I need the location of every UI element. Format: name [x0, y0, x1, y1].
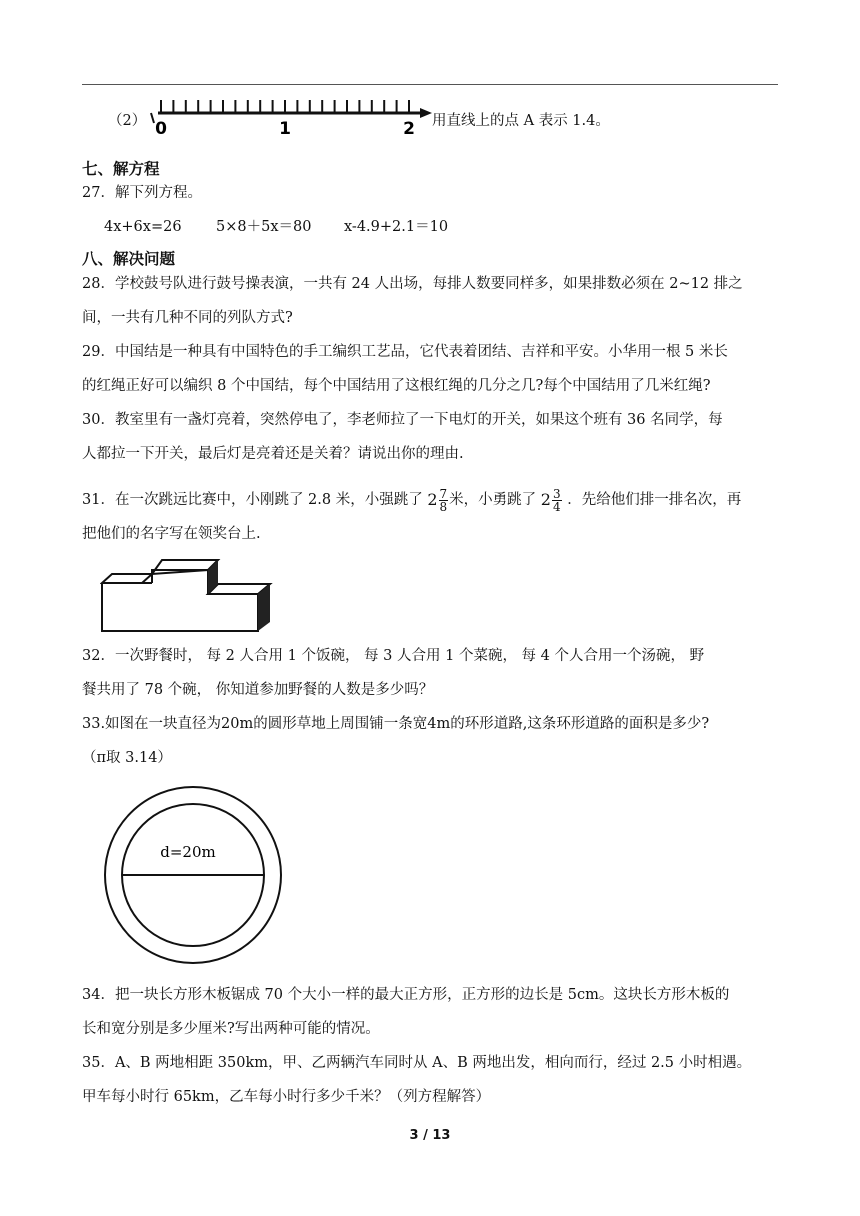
- equation-2: 5×8＋5x＝80: [216, 219, 312, 235]
- q31-frac1: $\frac{7}{8}$: [439, 486, 448, 514]
- q34-line2: 长和宽分别是多少厘米?写出两种可能的情况。: [82, 1021, 380, 1037]
- tick-label-0: 0: [155, 119, 167, 138]
- q31-part3: ．先给他们排一排名次，再: [567, 492, 742, 508]
- q29-line2: 的红绳正好可以编织 8 个中国结，每个中国结用了这根红绳的几分之几?每个中国结用了几米红绳?: [82, 378, 711, 394]
- ring-figure: [100, 783, 290, 968]
- axis-start-mark: [151, 113, 154, 123]
- axis-arrow: [420, 108, 432, 118]
- header-rule: [82, 84, 778, 85]
- q33-line2: （π取 3.14）: [82, 750, 172, 766]
- q26-part2-label: （2）: [108, 113, 147, 129]
- q26-part2-text: 用直线上的点 A 表示 1.4。: [432, 113, 610, 129]
- q31-part1: 31．在一次跳远比赛中，小刚跳了 2.8 米，小强跳了: [82, 492, 423, 508]
- equation-1: 4x+6x=26: [104, 219, 182, 235]
- q32-line2: 餐共用了 78 个碗， 你知道参加野餐的人数是多少吗？: [82, 682, 434, 698]
- podium-left-top: [102, 574, 152, 583]
- q31-part2: 米，小勇跳了: [449, 492, 537, 508]
- section8-title: 八、解决问题: [82, 250, 176, 268]
- q28-line2: 间，一共有几种不同的列队方式?: [82, 310, 293, 326]
- q31-line1: [82, 480, 741, 520]
- podium-center-side: [208, 560, 218, 594]
- tick-label-1: 1: [279, 119, 291, 138]
- q33-line1: 33.如图在一块直径为20m的圆形草地上周围铺一条宽4m的环形道路,这条环形道路的面积是多少?: [82, 716, 710, 732]
- q32-line1: 32．一次野餐时， 每 2 人合用 1 个饭碗， 每 3 人合用 1 个菜碗， 每 4 个人合用一个汤碗， 野: [82, 648, 705, 664]
- q34-line1: 34．把一块长方形木板锯成 70 个大小一样的最大正方形，正方形的边长是 5cm。这块长方形木板的: [82, 987, 730, 1003]
- page-number: 3 / 13: [409, 1128, 451, 1143]
- equation-3: x-4.9+2.1＝10: [344, 219, 449, 235]
- q35-line1: 35．A、B 两地相距 350km，甲、乙两辆汽车同时从 A、B 两地出发，相向而行，经过 2.5 小时相遇。: [82, 1055, 752, 1071]
- q31-frac2: $\frac{3}{4}$: [552, 486, 561, 514]
- q27-text: 27．解下列方程。: [82, 185, 202, 201]
- tick-label-2: 2: [403, 119, 415, 138]
- q31-frac2-whole: 2: [540, 490, 551, 509]
- podium-right-side: [258, 584, 270, 631]
- q31-line2: 把他们的名字写在领奖台上.: [82, 526, 261, 542]
- q30-line1: 30．教室里有一盏灯亮着，突然停电了，李老师拉了一下电灯的开关，如果这个班有 36 名同学，每: [82, 412, 723, 428]
- number-line-ticks: [161, 100, 409, 113]
- section7-title: 七、解方程: [82, 160, 160, 178]
- q30-line2: 人都拉一下开关，最后灯是亮着还是关着？请说出你的理由.: [82, 446, 464, 462]
- podium-figure: [100, 556, 275, 636]
- q29-line1: 29．中国结是一种具有中国特色的手工编织工艺品，它代表着团结、吉祥和平安。小华用一根 5 米长: [82, 344, 728, 360]
- q35-line2: 甲车每小时行 65km，乙车每小时行多少千米？（列方程解答）: [82, 1089, 491, 1105]
- number-line: [148, 96, 433, 138]
- q31-frac1-whole: 2: [427, 490, 438, 509]
- diameter-label: d=20m: [160, 843, 216, 861]
- q28-line1: 28．学校鼓号队进行鼓号操表演，一共有 24 人出场，每排人数要同样多，如果排数必须在 2~12 排之: [82, 276, 743, 292]
- podium-front: [102, 570, 258, 631]
